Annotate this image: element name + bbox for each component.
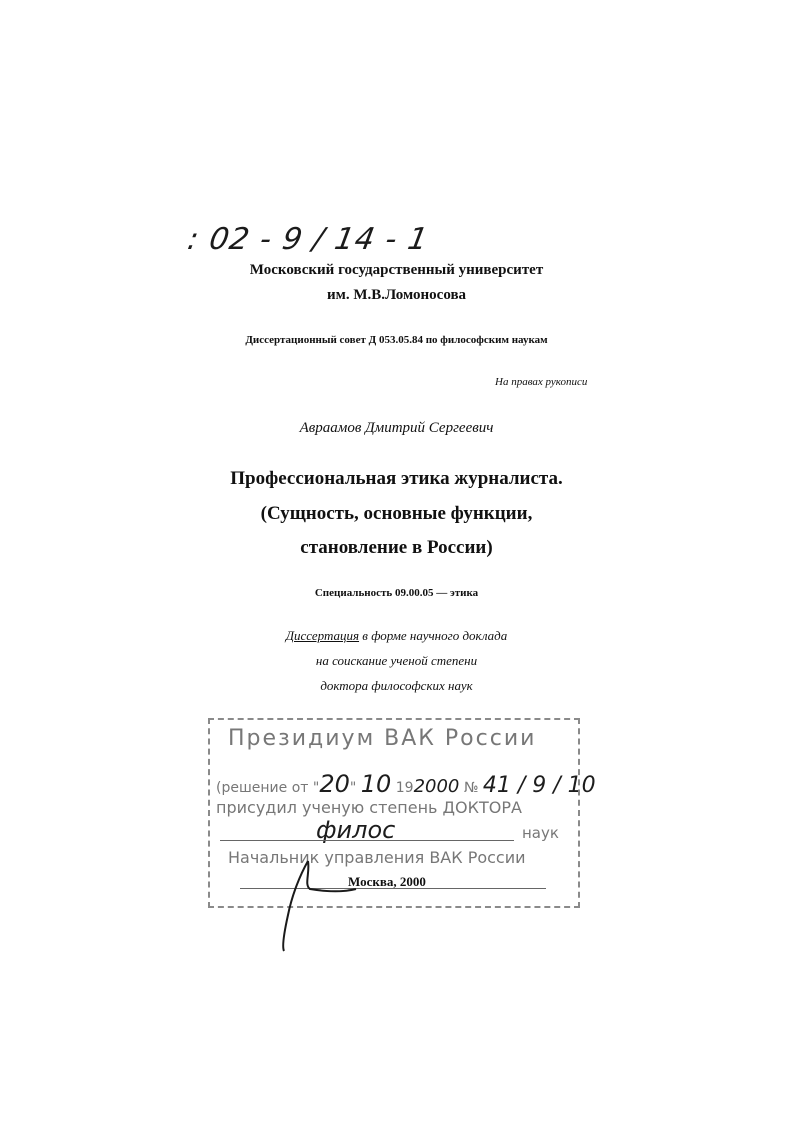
stamp-title: Президиум ВАК России — [228, 726, 537, 751]
vak-stamp — [208, 718, 596, 908]
decision-year-prefix: 19 — [391, 780, 414, 796]
stamp-head-line: Начальник управления ВАК России — [228, 848, 526, 867]
decision-prefix: (решение от " — [216, 780, 320, 796]
sciences-word: наук — [522, 824, 559, 842]
dissertation-line-1 — [0, 628, 793, 644]
title-line-3: становление в России) — [300, 537, 493, 558]
specialty: Специальность 09.00.05 — этика — [314, 587, 479, 599]
stamp-decision-line — [216, 770, 596, 798]
decision-number: 41 / 9 / 10 — [482, 773, 596, 798]
dissertation-line-1-rest: в форме научного доклада — [359, 628, 508, 643]
dissertation-council: Диссертационный совет Д 053.05.84 по философским наукам — [245, 334, 548, 346]
decision-mid: " — [349, 780, 357, 796]
decision-year: 2000 — [413, 776, 460, 797]
title-line-2: (Сущность, основные функции, — [260, 503, 533, 524]
handwritten-archive-number: : 02 - 9 / 14 - 1 — [184, 222, 432, 257]
city-year: Москва, 2000 — [348, 874, 426, 889]
title-line-1: Профессиональная этика журналиста. — [230, 468, 563, 489]
manuscript-note: На правах рукописи — [495, 376, 588, 388]
dissertation-line-2: на соискание ученой степени — [315, 653, 478, 668]
degree-field: филос — [316, 816, 396, 844]
dissertation-line-3: доктора философских наук — [320, 678, 473, 693]
university-heading: Московский государственный университет — [249, 262, 544, 278]
stamp-awarded-line: присудил ученую степень ДОКТОРА — [216, 798, 522, 817]
author-name: Авраамов Дмитрий Сергеевич — [299, 420, 494, 436]
decision-no-label: № — [459, 780, 479, 796]
decision-day: 20 — [319, 770, 350, 798]
dissertation-word: Диссертация — [285, 628, 360, 643]
field-underline — [220, 840, 514, 841]
handwritten-signature — [270, 855, 360, 955]
decision-month: 10 — [360, 770, 392, 798]
university-name: им. М.В.Ломоносова — [326, 287, 467, 303]
